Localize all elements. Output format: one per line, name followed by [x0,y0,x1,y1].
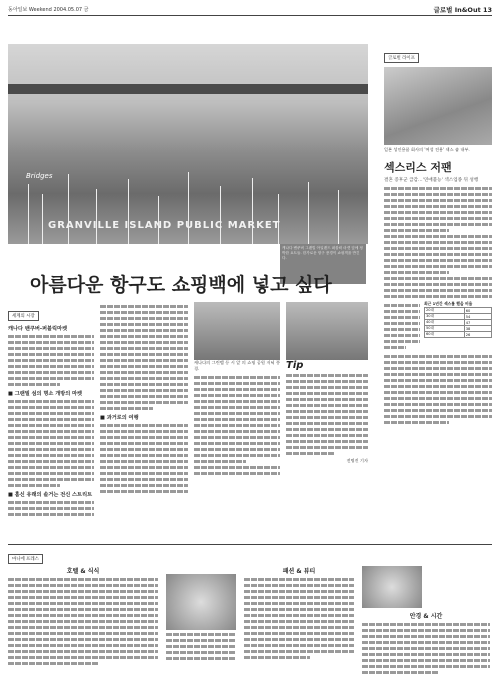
column-tag: 세계의 시장 [8,311,39,321]
tip-label: Tip [286,360,304,371]
product-image-1 [166,574,236,630]
bottom-col-photo [166,566,236,677]
column3-photo [194,302,280,360]
right-photo-caption: 일본 성인용품 회사의 '여성 전용' 섹스 숍 내부. [384,147,470,152]
stats-table: 최근 1년간 섹스를 했을 비율 20대 60 30대 54 40대 47 50대 38 60대 26 [424,301,492,352]
column-sub1: 캐나다 밴쿠버-퍼블릭마켓 [8,326,68,332]
column3-caption: 캐나다의 그린벨 등 시 앞 의 쇼핑 공원 저녁 풍경. [194,360,280,372]
section-tag: 글로벌 라이프 [384,53,419,63]
bottom-section [8,544,492,677]
bridges-sign: Bridges [26,172,53,180]
right-column [384,44,492,427]
bottom-head-1: 호텔 & 식식 [66,568,100,575]
bottom-head-2: 패션 & 뷰티 [282,568,316,575]
column-3 [194,302,280,478]
column2-sub1: ■ 과거로의 여행 [100,415,139,421]
column-sub3: ■ 홈신 유래의 솔거는 전신 스트리트 [8,492,93,498]
column4-photo [286,302,368,360]
bottom-head-3: 안경 & 시간 [409,613,443,620]
bottom-col-3 [362,566,490,677]
bridge [8,84,368,94]
column-1 [8,302,94,519]
header-left: 동아일보 Weekend 2004.05.07 금 [8,7,89,13]
bottom-tag: 마니에 프레스 [8,554,43,564]
bottom-col-2 [244,566,354,677]
column-sub2: ■ 그랜빌 섬의 명소 개방의 마켓 [8,391,83,397]
byline: 전명진 기자 [346,458,368,463]
column-4 [286,302,368,464]
right-title: 섹스리스 저팬 [384,161,452,175]
bottom-col-1 [8,566,158,677]
headline: 아름다운 항구도 쇼핑백에 넣고 싶다 [30,274,332,296]
table-title: 최근 1년간 섹스를 했을 비율 [424,301,473,307]
photo-caption: 캐나다 밴쿠버 그랜빌 아일랜드 퍼블릭 마켓 앞에 정박한 요트들. 한가로운 항구 풍경이 쇼핑객을 반긴다. [280,244,366,284]
header-right: 글로벌 In&Out 13 [433,6,492,14]
column-2 [100,302,188,496]
right-subtitle: 결혼 증후군 급감…'연애불능' 섹스업종 뒤 성행 [384,178,479,184]
main-photo [8,44,368,260]
page-header [8,6,492,16]
market-sign: GRANVILLE ISLAND PUBLIC MARKET [48,220,281,231]
product-image-2 [362,566,422,608]
right-photo [384,67,492,145]
